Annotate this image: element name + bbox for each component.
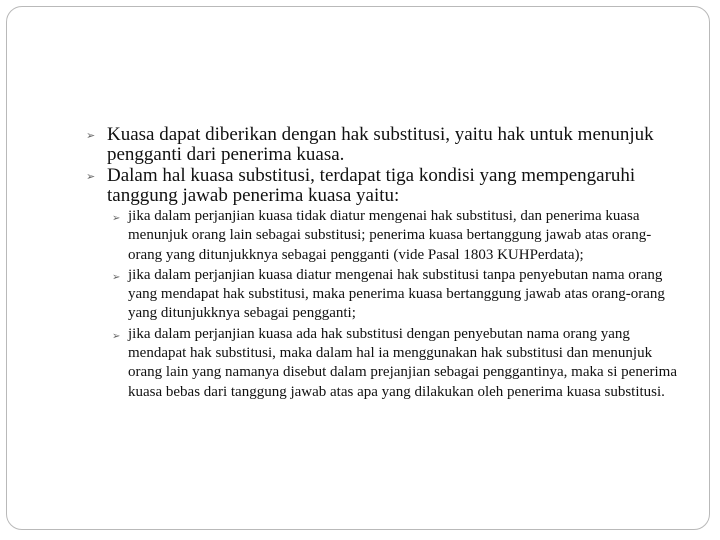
sub-bullet-text: jika dalam perjanjian kuasa ada hak substitusi dengan penyebutan nama orang yang mendapat hak substitusi, maka dalam hal ia menggunakan hak substitusi dan menunjuk orang lain yang namanya disebut dalam prejanjian sebagai penggantinya, maka si penerima kuasa bebas dari tanggung jawab atas apa yang dilakukan oleh penerima kuasa substitusi. <box>128 325 677 400</box>
slide-content <box>86 124 697 403</box>
sub-bullet-point-1 <box>112 207 697 265</box>
bullet-icon: ➢ <box>86 130 96 142</box>
bullet-icon: ➢ <box>112 271 121 283</box>
bullet-point-2 <box>86 165 697 206</box>
bullet-icon: ➢ <box>112 213 121 224</box>
sub-bullet-point-3 <box>112 325 697 402</box>
bullet-icon: ➢ <box>86 171 96 183</box>
slide-frame <box>6 6 710 530</box>
sub-bullet-list <box>112 207 697 402</box>
bullet-text: Dalam hal kuasa substitusi, terdapat tiga kondisi yang mempengaruhi tanggung jawab penerima kuasa yaitu: <box>107 165 636 206</box>
bullet-icon: ➢ <box>112 330 121 342</box>
sub-bullet-point-2 <box>112 266 697 324</box>
bullet-point-1 <box>86 124 697 165</box>
bullet-text: Kuasa dapat diberikan dengan hak substitusi, yaitu hak untuk menunjuk pengganti dari penerima kuasa. <box>107 124 654 165</box>
sub-bullet-text: jika dalam perjanjian kuasa diatur mengenai hak substitusi tanpa penyebutan nama orang yang mendapat hak substitusi, maka penerima kuasa bertanggung jawab atas orang-orang yang ditunjukknya sebagai pengganti; <box>128 266 665 322</box>
sub-bullet-text: jika dalam perjanjian kuasa tidak diatur mengenai hak substitusi, dan penerima kuasa menunjuk orang lain sebagai substitusi; penerima kuasa bertanggung jawab atas orang-orang yang ditunjukknya sebagai pengganti (vide Pasal 1803 KUHPerdata); <box>128 208 652 263</box>
